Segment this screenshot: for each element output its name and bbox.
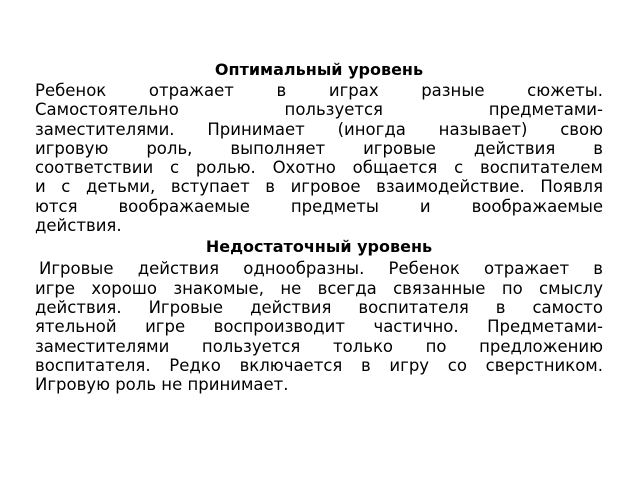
text-line: заместителями. Принимает (иногда называет) свою — [35, 119, 603, 139]
text-line: ятельной игре воспроизводит частично. Предметами- — [35, 317, 603, 337]
text-line: ются воображаемые предметы и воображаемые — [35, 196, 603, 216]
text-line: соответствии с ролью. Охотно общается с воспитателем — [35, 158, 603, 178]
text-line: Игровые действия однообразны. Ребенок отражает в — [39, 259, 603, 279]
text-line: Игровую роль не принимает. — [35, 375, 289, 395]
heading-insufficient-level: Недостаточный уровень — [205, 237, 433, 257]
text-line: Ребенок отражает в играх разные сюжеты. — [35, 81, 603, 100]
text-line: действия. Игровые действия воспитателя в самосто — [35, 297, 603, 317]
text-line: воспитателя. Редко включается в игру со сверстником. — [35, 355, 603, 375]
paragraph-insufficient-level — [35, 259, 603, 394]
text-line: заместителями пользуется только по предложению — [35, 336, 603, 356]
document-body — [35, 60, 603, 394]
text-line: действия. — [35, 216, 122, 236]
text-line: и с детьми, вступает в игровое взаимодействие. Появля — [35, 177, 603, 197]
paragraph-optimal-level — [35, 81, 603, 235]
text-line: игре хорошо знакомые, не всегда связанные по смыслу — [35, 278, 603, 298]
heading-optimal-level: Оптимальный уровень — [214, 60, 424, 79]
text-line: игровую роль, выполняет игровые действия в — [35, 138, 603, 158]
text-line: Самостоятельно пользуется предметами- — [35, 100, 603, 120]
